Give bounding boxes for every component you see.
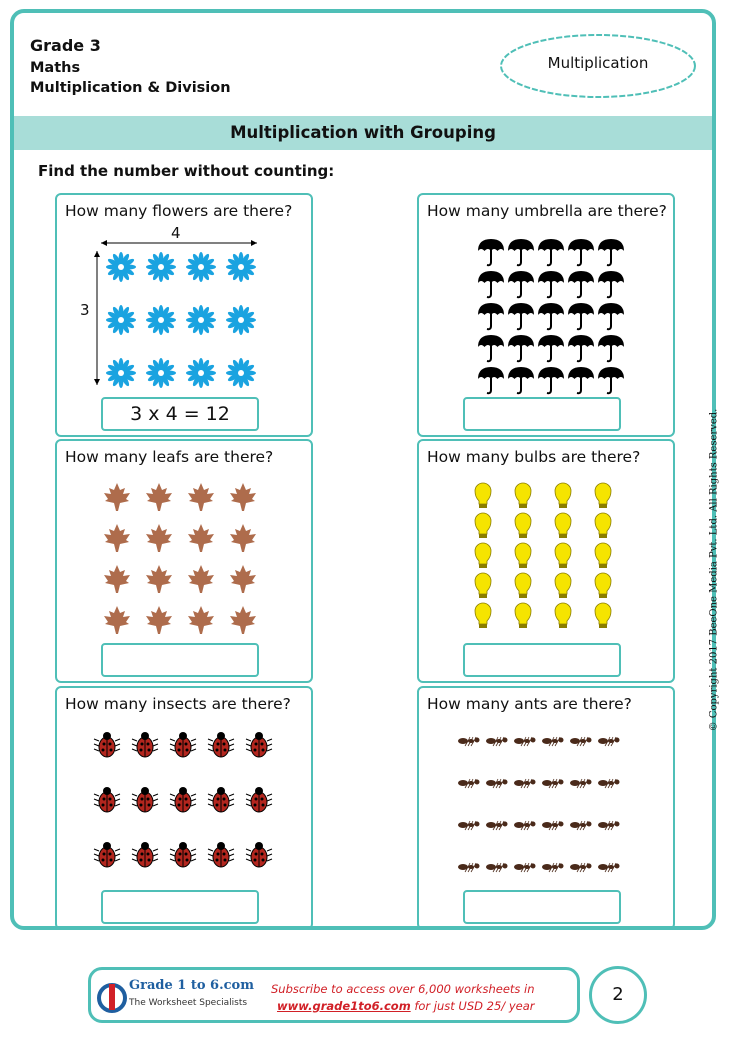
ant-icon — [458, 779, 480, 788]
umbrella-icon — [478, 239, 504, 265]
ladybug-icon — [94, 732, 120, 757]
ant-icon — [486, 779, 508, 788]
maple-leaf-icon — [146, 524, 172, 552]
ant-icon — [598, 863, 620, 872]
ant-icon — [542, 779, 564, 788]
ladybug-icon — [246, 842, 272, 867]
topic-badge: Multiplication — [547, 54, 649, 72]
ant-icon — [570, 737, 592, 746]
maple-leaf-icon — [188, 565, 214, 593]
subscribe-line-2 — [277, 999, 534, 1013]
ant-icon — [542, 863, 564, 872]
subject-label: Maths — [30, 60, 81, 76]
question-card-bulbs — [417, 439, 675, 683]
flower-icon — [106, 358, 136, 388]
ladybug-icon — [208, 732, 234, 757]
umbrella-icon — [538, 367, 564, 393]
grade-label: Grade 3 — [30, 36, 101, 55]
question-text: How many insects are there? — [65, 695, 291, 713]
question-text: How many flowers are there? — [65, 202, 293, 220]
copyright-text: © Copyright 2017 BeeOne Media Pvt. Ltd. All Rights Reserved. — [708, 408, 720, 732]
worksheet-title: Multiplication with Grouping — [14, 116, 712, 150]
flower-icon — [226, 305, 256, 335]
flower-icon — [186, 252, 216, 282]
flower-icon — [226, 358, 256, 388]
maple-leaf-icon — [104, 483, 130, 511]
light-bulb-icon — [475, 543, 491, 568]
question-card-umbrellas — [417, 193, 675, 437]
ant-icon — [542, 821, 564, 830]
answer-box[interactable] — [463, 643, 621, 677]
light-bulb-icon — [475, 573, 491, 598]
umbrella-icon — [508, 239, 534, 265]
question-text: How many ants are there? — [427, 695, 632, 713]
umbrella-icon — [478, 303, 504, 329]
ant-icon — [458, 863, 480, 872]
umbrella-icon — [478, 271, 504, 297]
ladybug-icon — [170, 732, 196, 757]
light-bulb-icon — [515, 603, 531, 628]
topic-label: Multiplication & Division — [30, 80, 231, 96]
umbrella-icon — [538, 303, 564, 329]
umbrella-icon — [478, 367, 504, 393]
umbrella-icon — [568, 303, 594, 329]
light-bulb-icon — [555, 543, 571, 568]
flower-icon — [146, 358, 176, 388]
ant-icon — [514, 779, 536, 788]
umbrella-icon — [508, 303, 534, 329]
question-text: How many bulbs are there? — [427, 448, 641, 466]
flower-icon — [226, 252, 256, 282]
ladybug-icon — [246, 787, 272, 812]
maple-leaf-icon — [188, 606, 214, 634]
maple-leaf-icon — [104, 565, 130, 593]
flower-icon — [106, 305, 136, 335]
maple-leaf-icon — [146, 606, 172, 634]
ant-icon — [542, 737, 564, 746]
maple-leaf-icon — [188, 524, 214, 552]
maple-leaf-icon — [104, 606, 130, 634]
ladybug-icon — [94, 787, 120, 812]
ladybug-icon — [94, 842, 120, 867]
umbrella-icon — [538, 335, 564, 361]
answer-box[interactable] — [463, 890, 621, 924]
light-bulb-icon — [555, 483, 571, 508]
maple-leaf-icon — [104, 524, 130, 552]
question-text: How many umbrella are there? — [427, 202, 667, 220]
umbrella-icon — [478, 335, 504, 361]
maple-leaf-icon — [188, 483, 214, 511]
ant-icon — [570, 863, 592, 872]
ladybug-icon — [208, 842, 234, 867]
ant-icon — [486, 737, 508, 746]
flower-icon — [146, 305, 176, 335]
light-bulb-icon — [555, 603, 571, 628]
instruction-text: Find the number without counting: — [38, 162, 335, 180]
umbrella-icon — [598, 271, 624, 297]
question-card-ants — [417, 686, 675, 930]
light-bulb-icon — [515, 483, 531, 508]
umbrella-icon — [508, 335, 534, 361]
ant-icon — [486, 821, 508, 830]
light-bulb-icon — [595, 513, 611, 538]
ant-icon — [570, 779, 592, 788]
ant-icon — [514, 863, 536, 872]
maple-leaf-icon — [230, 565, 256, 593]
question-card-insects — [55, 686, 313, 930]
light-bulb-icon — [595, 543, 611, 568]
flower-icon — [146, 252, 176, 282]
answer-box[interactable] — [101, 643, 259, 677]
maple-leaf-icon — [146, 565, 172, 593]
grade1to6-logo-icon — [97, 978, 127, 1016]
ant-icon — [598, 779, 620, 788]
light-bulb-icon — [555, 513, 571, 538]
maple-leaf-icon — [146, 483, 172, 511]
umbrella-icon — [538, 271, 564, 297]
flower-icon — [186, 305, 216, 335]
light-bulb-icon — [595, 573, 611, 598]
maple-leaf-icon — [230, 606, 256, 634]
question-card-flowers — [55, 193, 313, 437]
umbrella-icon — [568, 367, 594, 393]
light-bulb-icon — [475, 603, 491, 628]
logo-title: Grade 1 to 6.com — [129, 978, 254, 993]
umbrella-icon — [598, 335, 624, 361]
umbrella-icon — [538, 239, 564, 265]
ant-icon — [514, 821, 536, 830]
umbrella-icon — [598, 303, 624, 329]
ant-icon — [598, 737, 620, 746]
umbrella-icon — [568, 271, 594, 297]
website-link[interactable]: www.grade1to6.com — [277, 999, 411, 1013]
umbrella-icon — [568, 239, 594, 265]
question-card-leafs — [55, 439, 313, 683]
column-count-label: 4 — [171, 224, 181, 242]
ladybug-icon — [132, 732, 158, 757]
logo-tagline: The Worksheet Specialists — [129, 998, 248, 1008]
umbrella-icon — [598, 239, 624, 265]
ant-icon — [486, 863, 508, 872]
ladybug-icon — [208, 787, 234, 812]
light-bulb-icon — [555, 573, 571, 598]
answer-box[interactable] — [463, 397, 621, 431]
ant-icon — [458, 737, 480, 746]
ladybug-icon — [246, 732, 272, 757]
light-bulb-icon — [475, 483, 491, 508]
ladybug-icon — [170, 787, 196, 812]
row-count-label: 3 — [80, 301, 90, 319]
subscribe-text: Subscribe to access over 6,000 worksheets in — [271, 982, 535, 996]
ant-icon — [514, 737, 536, 746]
flower-icon — [106, 252, 136, 282]
ladybug-icon — [170, 842, 196, 867]
umbrella-icon — [508, 271, 534, 297]
question-text: How many leafs are there? — [65, 448, 274, 466]
maple-leaf-icon — [230, 483, 256, 511]
ladybug-icon — [132, 787, 158, 812]
footer-banner — [88, 967, 580, 1023]
umbrella-icon — [508, 367, 534, 393]
light-bulb-icon — [595, 483, 611, 508]
page-number: 2 — [589, 966, 647, 1024]
light-bulb-icon — [515, 513, 531, 538]
light-bulb-icon — [475, 513, 491, 538]
price-text: for just USD 25/ year — [410, 999, 535, 1013]
ant-icon — [458, 821, 480, 830]
flower-icon — [186, 358, 216, 388]
light-bulb-icon — [595, 603, 611, 628]
answer-box[interactable] — [101, 890, 259, 924]
maple-leaf-icon — [230, 524, 256, 552]
ladybug-icon — [132, 842, 158, 867]
ant-icon — [570, 821, 592, 830]
umbrella-icon — [568, 335, 594, 361]
umbrella-icon — [598, 367, 624, 393]
light-bulb-icon — [515, 573, 531, 598]
ant-icon — [598, 821, 620, 830]
light-bulb-icon — [515, 543, 531, 568]
answer-box[interactable]: 3 x 4 = 12 — [101, 397, 259, 431]
